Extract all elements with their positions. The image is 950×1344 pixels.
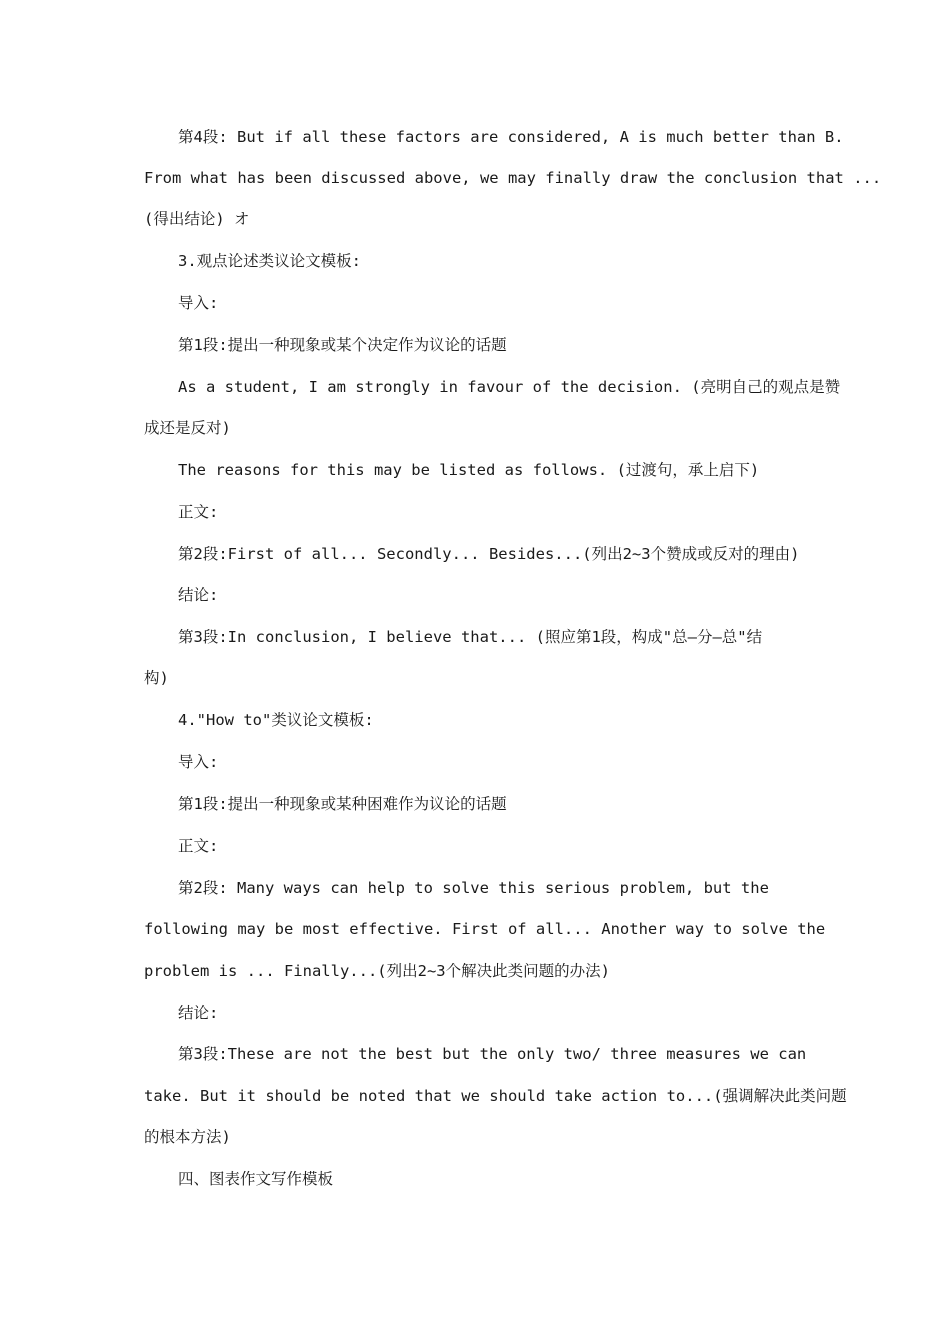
transition-sentence: The reasons for this may be listed as follows. (过渡句，承上启下) xyxy=(178,461,760,479)
conclusion-label: 结论: xyxy=(178,586,219,604)
paragraph-4-line-2: From what has been discussed above, we may finally draw the conclusion that ... xyxy=(144,169,882,187)
intro-label: 导入: xyxy=(178,753,219,771)
section-3-paragraph-2: 第2段:First of all... Secondly... Besides...(列出2~3个赞成或反对的理由) xyxy=(178,545,800,563)
section-4-paragraph-1: 第1段:提出一种现象或某种困难作为议论的话题 xyxy=(178,795,507,813)
section-4-paragraph-2-line-2: following may be most effective. First of all... Another way to solve the xyxy=(144,920,826,938)
section-3-paragraph-3-line-2: 构) xyxy=(144,669,169,687)
section-4-paragraph-3-line-1: 第3段:These are not the best but the only two/ three measures we can xyxy=(178,1045,807,1063)
section-4-paragraph-2-line-1: 第2段: Many ways can help to solve this serious problem, but the xyxy=(178,879,769,897)
section-4-paragraph-3-line-3: 的根本方法) xyxy=(144,1128,231,1146)
section-4-paragraph-3-line-2: take. But it should be noted that we should take action to...(强调解决此类问题 xyxy=(144,1087,847,1105)
chart-essay-section-heading: 四、图表作文写作模板 xyxy=(178,1170,334,1188)
section-3-paragraph-1: 第1段:提出一种现象或某个决定作为议论的话题 xyxy=(178,336,507,354)
intro-label: 导入: xyxy=(178,294,219,312)
body-label: 正文: xyxy=(178,837,219,855)
conclusion-label: 结论: xyxy=(178,1004,219,1022)
paragraph-4-line-3: (得出结论) オ xyxy=(144,210,250,228)
section-3-heading: 3.观点论述类议论文模板: xyxy=(178,252,361,270)
section-4-paragraph-2-line-3: problem is ... Finally...(列出2~3个解决此类问题的办法) xyxy=(144,962,610,980)
section-4-heading: 4."How to"类议论文模板: xyxy=(178,711,374,729)
opinion-sentence-line-1: As a student, I am strongly in favour of the decision. (亮明自己的观点是赞 xyxy=(178,378,841,396)
section-3-paragraph-3-line-1: 第3段:In conclusion, I believe that... (照应第1段，构成"总—分—总"结 xyxy=(178,628,763,646)
paragraph-4-line-1: 第4段: But if all these factors are considered, A is much better than B. xyxy=(178,128,844,146)
body-label: 正文: xyxy=(178,503,219,521)
opinion-sentence-line-2: 成还是反对) xyxy=(144,419,231,437)
